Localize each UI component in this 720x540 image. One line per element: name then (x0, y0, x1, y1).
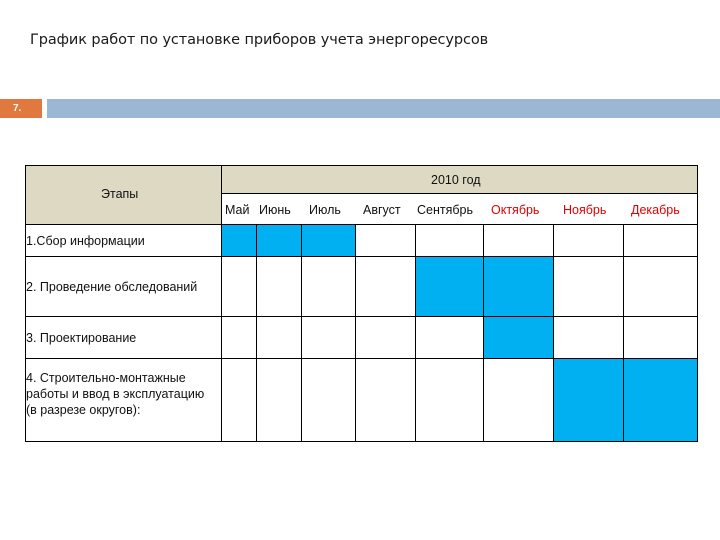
table-gridline (483, 224, 484, 442)
table-gridline (415, 224, 416, 442)
table-gridline (301, 224, 302, 442)
month-label: Июнь (259, 203, 291, 217)
month-label: Ноябрь (563, 203, 607, 217)
table-gridline (25, 441, 698, 442)
table-gridline (697, 165, 698, 442)
table-gridline (256, 224, 257, 442)
table-gridline (25, 316, 698, 317)
header-band (47, 99, 720, 118)
active-period-cell (301, 224, 355, 256)
active-period-cell (221, 224, 256, 256)
month-label: Сентябрь (417, 203, 473, 217)
table-gridline (25, 224, 698, 225)
active-period-cell (553, 358, 623, 442)
table-gridline (553, 224, 554, 442)
month-label: Май (225, 203, 250, 217)
stage-label: 3. Проектирование (26, 331, 137, 345)
table-gridline (221, 165, 222, 442)
month-label: Август (363, 203, 401, 217)
table-gridline (623, 224, 624, 442)
active-period-cell (415, 256, 483, 316)
active-period-cell (256, 224, 301, 256)
active-period-cell (483, 316, 553, 358)
table-gridline (221, 193, 698, 194)
stage-label: 2. Проведение обследований (26, 280, 198, 294)
year-header: 2010 год (431, 173, 481, 187)
schedule-table (25, 165, 698, 442)
stage-label: 4. Строительно-монтажные работы и ввод в эксплуатацию (в разрезе округов): (26, 371, 205, 417)
page-title: График работ по установке приборов учета энергоресурсов (30, 32, 489, 48)
table-gridline (25, 358, 698, 359)
month-label: Декабрь (631, 203, 680, 217)
table-gridline (355, 224, 356, 442)
active-period-cell (483, 256, 553, 316)
stage-header: Этапы (101, 187, 139, 201)
table-gridline (25, 256, 698, 257)
month-label: Октябрь (491, 203, 540, 217)
slide-number-badge: 7. (0, 99, 42, 118)
table-gridline (25, 165, 26, 442)
active-period-cell (623, 358, 698, 442)
table-gridline (25, 165, 698, 166)
month-label: Июль (309, 203, 341, 217)
stage-label: 1.Сбор информации (26, 234, 145, 248)
